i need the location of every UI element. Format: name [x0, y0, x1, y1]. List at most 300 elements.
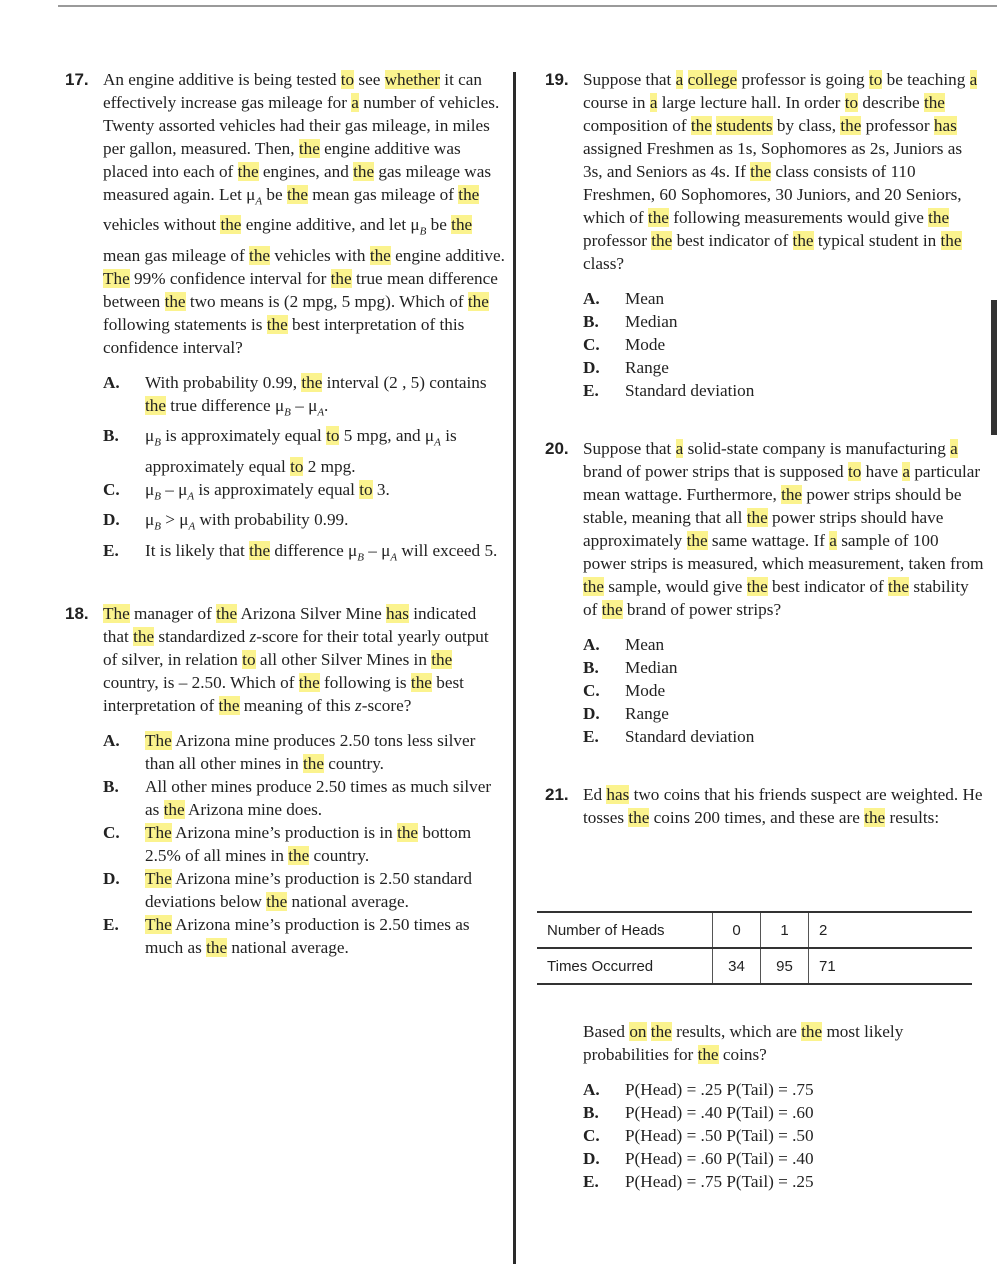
text-run: engine additive, and let μ [241, 215, 420, 235]
text-run: describe [858, 93, 924, 112]
answer-option [103, 539, 505, 569]
option-text [625, 358, 669, 377]
question-number: 19. [545, 70, 569, 89]
text-run: Mode [625, 681, 666, 700]
text-run: indicated that [103, 604, 477, 647]
text-run: Median [625, 658, 678, 677]
highlighted-word: the [133, 627, 155, 647]
question-19 [545, 68, 985, 402]
text-run: best indicator of [767, 577, 889, 596]
text-run: – μ [160, 479, 188, 499]
question-number: 20. [545, 439, 569, 458]
highlighted-word: the [249, 540, 271, 560]
highlighted-word: to [844, 93, 859, 112]
text-run: by class, [772, 116, 841, 135]
question-stem [103, 602, 505, 717]
option-letter: B. [583, 658, 599, 677]
text-run: -score for their total yearly output of silver, in relation [103, 627, 489, 670]
answer-option [583, 1170, 983, 1193]
highlighted-word: the [888, 577, 910, 596]
top-rule [58, 5, 997, 7]
option-text [145, 915, 470, 957]
highlighted-word: to [359, 479, 373, 499]
text-run: is approximately equal [160, 426, 327, 446]
text-run: Mean [625, 289, 665, 308]
text-run: sample, would give [604, 577, 747, 596]
edge-bar [991, 300, 997, 435]
highlighted-word: the [266, 314, 288, 334]
text-run: With probability 0.99, [145, 372, 302, 392]
text-run: μ [145, 426, 155, 446]
text-run: it can effectively increase gas mileage for [103, 70, 482, 112]
option-letter: C. [103, 479, 120, 499]
answer-option [103, 775, 505, 821]
answer-option [103, 729, 505, 775]
highlighted-word: the [686, 531, 708, 550]
highlighted-word: to [242, 650, 256, 670]
option-text [625, 1172, 814, 1191]
answer-option [583, 1147, 983, 1170]
highlighted-word: to [847, 462, 862, 481]
italic-text: z [249, 627, 257, 647]
text-run: -score? [361, 696, 412, 716]
text-run: 3. [372, 479, 390, 499]
text-run: Arizona mine does. [184, 800, 323, 820]
highlighted-word: to [868, 70, 883, 89]
text-run: vehicles without [103, 215, 221, 235]
text-run: power strips should be stable, meaning that all [583, 485, 962, 527]
highlighted-word: the [923, 93, 945, 112]
text-run: manager of [129, 604, 217, 624]
row-label: Number of Heads [537, 912, 713, 948]
text-run: standardized [154, 627, 250, 647]
answer-option [583, 1078, 983, 1101]
text-run: Ed [583, 785, 607, 804]
highlighted-word: whether [384, 70, 440, 89]
option-text [625, 335, 665, 354]
text-run: see [354, 70, 385, 89]
text-run: bottom 2.5% of all mines in [145, 823, 472, 866]
question-stem [583, 68, 985, 275]
highlighted-word: the [369, 245, 391, 265]
text-run: Standard deviation [625, 727, 755, 746]
subscript: B [154, 436, 161, 449]
option-text [145, 823, 471, 865]
text-run: meaning of this [239, 696, 356, 716]
text-run: two means is (2 mpg, 5 mpg). Which of [185, 291, 468, 311]
text-run: difference μ [270, 540, 358, 560]
question-17 [65, 68, 505, 569]
text-run: typical student in [813, 231, 941, 250]
answer-option [103, 508, 505, 538]
highlighted-word: has [386, 604, 409, 624]
option-text [145, 869, 472, 911]
option-text [625, 381, 754, 400]
table-cell: 2 [809, 912, 973, 948]
subscript: B [284, 406, 291, 419]
option-letter: C. [583, 1126, 600, 1145]
highlighted-word: the [467, 291, 489, 311]
text-run: coins? [718, 1045, 767, 1064]
option-text [145, 426, 457, 475]
text-run: Suppose that [583, 439, 676, 458]
text-run: same wattage. If [707, 531, 830, 550]
text-run: will exceed 5. [397, 540, 498, 560]
text-run: 99% confidence interval for [129, 268, 331, 288]
text-run: course in [583, 93, 650, 112]
answer-option [583, 287, 985, 310]
left-column [65, 68, 505, 959]
answer-option [583, 725, 985, 748]
text-run: P(Head) = .40 P(Tail) = .60 [625, 1103, 814, 1122]
answer-option [583, 633, 985, 656]
highlighted-word: the [353, 162, 375, 181]
text-run: is approximately equal [145, 426, 457, 476]
highlighted-word: a [649, 93, 658, 112]
option-text [145, 510, 349, 533]
text-run: All other mines produce 2.50 times as much silver as [145, 777, 492, 820]
followup-text [583, 1020, 983, 1066]
question-stem [583, 437, 985, 621]
option-letter: E. [583, 1172, 599, 1191]
highlighted-word: the [288, 846, 310, 866]
highlighted-word: the [583, 577, 604, 596]
text-run: engine additive was placed into each of [103, 139, 461, 181]
highlighted-word: The [145, 915, 172, 935]
text-run: interval (2 , 5) contains [322, 372, 487, 392]
table-cell: 1 [761, 912, 809, 948]
highlighted-word: the [330, 268, 352, 288]
highlighted-word: the [164, 291, 186, 311]
highlighted-word: the [746, 577, 768, 596]
answer-option [583, 656, 985, 679]
text-run: two coins that his friends suspect are weighted. He tosses [583, 785, 983, 827]
text-run: true mean difference between [103, 268, 498, 311]
text-run: Arizona mine produces 2.50 tons less silver than all other mines in [145, 731, 476, 774]
text-run: professor [583, 231, 652, 250]
text-run: is approximately equal [194, 479, 360, 499]
highlighted-word: on [629, 1022, 647, 1041]
option-text [625, 1126, 814, 1145]
text-run: Arizona Silver Mine [237, 604, 387, 624]
highlighted-word: a [969, 70, 978, 89]
options [583, 633, 985, 748]
option-text [145, 479, 390, 503]
option-text [625, 704, 669, 723]
text-run: Arizona mine’s production is 2.50 times as much as [145, 915, 470, 958]
answer-option [583, 702, 985, 725]
option-text [625, 727, 754, 746]
text-run: professor is going [737, 70, 869, 89]
highlighted-word: college [687, 70, 738, 89]
text-run: mean gas mileage of [307, 185, 459, 204]
highlighted-word: The [103, 268, 130, 288]
option-letter: D. [583, 1149, 600, 1168]
highlighted-word: the [216, 604, 238, 624]
highlighted-word: the [266, 892, 288, 912]
text-run: best interpretation of this confidence interval? [103, 314, 465, 357]
row-label: Times Occurred [537, 948, 713, 984]
text-run: Range [625, 358, 669, 377]
text-run: engine additive. [390, 245, 505, 265]
text-run: class? [583, 254, 625, 273]
highlighted-word: a [351, 93, 359, 112]
subscript: A [187, 490, 195, 503]
highlighted-word: the [651, 231, 673, 250]
options [583, 287, 985, 402]
text-run: all other Silver Mines in [255, 650, 432, 670]
option-letter: D. [583, 358, 600, 377]
text-run: > μ [160, 510, 189, 530]
highlighted-word: the [628, 808, 650, 827]
options [103, 371, 505, 569]
option-letter: E. [103, 915, 119, 935]
subscript: A [390, 551, 398, 564]
highlighted-word: the [303, 754, 324, 774]
text-run: Median [625, 312, 678, 331]
highlighted-word: has [606, 785, 630, 804]
highlighted-word: the [840, 116, 862, 135]
text-run: professor [861, 116, 934, 135]
highlighted-word: the [286, 185, 308, 204]
text-run: gas mileage was measured again. Let μ [103, 162, 492, 204]
highlighted-word: to [340, 70, 355, 89]
highlighted-word: The [145, 823, 172, 843]
text-run: class consists of 110 Freshmen, 60 Sophomores, 30 Juniors, and 20 Seniors, which of [583, 162, 962, 227]
answer-option [583, 679, 985, 702]
text-run: – μ [290, 395, 318, 415]
question-number: 18. [65, 604, 89, 624]
answer-option [583, 1124, 983, 1147]
answer-option [103, 478, 505, 508]
highlighted-word: the [163, 800, 185, 820]
option-text [625, 658, 678, 677]
text-run: coins 200 times, and these are [649, 808, 865, 827]
text-run: number of vehicles. Twenty assorted vehicles had their gas mileage, in miles per gallon, measured. Then, [103, 93, 500, 158]
subscript: B [419, 225, 427, 238]
text-run: best indicator of [672, 231, 793, 250]
options [103, 729, 505, 959]
text-run: national average. [287, 892, 409, 912]
highlighted-word: to [326, 426, 340, 446]
text-run: assigned Freshmen as 1s, Sophomores as 2s, Juniors as 3s, and Seniors as 4s. If [583, 139, 963, 181]
text-run: following measurements would give [668, 208, 929, 227]
option-letter: D. [583, 704, 600, 723]
highlighted-word: the [220, 215, 242, 235]
question-stem [103, 68, 505, 359]
table-cell: 34 [713, 948, 761, 984]
answer-option [583, 379, 985, 402]
option-letter: D. [103, 510, 120, 530]
table-row [537, 948, 972, 984]
highlighted-word: the [249, 245, 271, 265]
text-run: most likely probabilities for [583, 1022, 904, 1064]
option-text [625, 1080, 814, 1099]
text-run: with probability 0.99. [195, 510, 349, 530]
table-cell: 95 [761, 948, 809, 984]
option-letter: A. [103, 731, 120, 751]
italic-text: z [355, 696, 362, 716]
text-run: mean gas mileage of [103, 245, 250, 265]
highlighted-word: to [290, 456, 304, 476]
option-letter: A. [583, 1080, 600, 1099]
highlighted-word: the [298, 139, 320, 158]
highlighted-word: the [458, 185, 480, 204]
text-run: Range [625, 704, 669, 723]
text-run: large lecture hall. In order [657, 93, 845, 112]
question-number: 17. [65, 70, 89, 89]
question-stem [583, 783, 985, 829]
text-run: μ [145, 510, 155, 530]
highlighted-word: the [750, 162, 772, 181]
highlighted-word: the [928, 208, 950, 227]
text-run: P(Head) = .25 P(Tail) = .75 [625, 1080, 814, 1099]
option-text [625, 1103, 814, 1122]
option-text [145, 372, 487, 419]
option-text [625, 312, 678, 331]
subscript: B [357, 551, 364, 564]
text-run: sample of 100 power strips is measured, which measurement, taken from [583, 531, 984, 573]
question-21-followup [583, 1020, 983, 1193]
option-letter: D. [103, 869, 120, 889]
highlighted-word: the [650, 1022, 672, 1041]
question-20 [545, 437, 985, 748]
text-run: P(Head) = .60 P(Tail) = .40 [625, 1149, 814, 1168]
option-letter: A. [583, 289, 600, 308]
highlighted-word: the [301, 372, 323, 392]
text-run: It is likely that [145, 540, 250, 560]
answer-option [103, 424, 505, 477]
text-run: Standard deviation [625, 381, 755, 400]
answer-option [103, 371, 505, 424]
highlighted-word: the [218, 696, 240, 716]
text-run: brand of power strips? [622, 600, 782, 619]
subscript: A [255, 195, 263, 208]
highlighted-word: The [145, 869, 172, 889]
highlighted-word: a [950, 439, 958, 458]
highlighted-word: a [675, 439, 684, 458]
answer-option [103, 867, 505, 913]
answer-option [583, 310, 985, 333]
text-run: country. [324, 754, 384, 774]
text-run: national average. [227, 938, 349, 958]
option-letter: E. [583, 381, 599, 400]
question-21 [545, 783, 985, 829]
text-run: be [262, 185, 287, 204]
text-run: 2 mpg. [303, 456, 356, 476]
option-letter: B. [583, 312, 599, 331]
option-letter: B. [583, 1103, 599, 1122]
subscript: A [317, 406, 325, 419]
text-run: Based [583, 1022, 630, 1041]
highlighted-word: The [145, 731, 172, 751]
highlighted-word: the [864, 808, 886, 827]
answer-option [103, 821, 505, 867]
text-run: . [324, 395, 329, 415]
text-run: stability of [583, 577, 969, 619]
subscript: A [188, 520, 196, 533]
text-run: be teaching [882, 70, 970, 89]
highlighted-word: the [601, 600, 623, 619]
highlighted-word: The [103, 604, 130, 624]
text-run: have [861, 462, 903, 481]
text-run: brand of power strips that is supposed [583, 462, 848, 481]
options [583, 1078, 983, 1193]
highlighted-word: the [237, 162, 259, 181]
option-letter: B. [103, 426, 119, 446]
option-text [625, 681, 665, 700]
option-text [625, 1149, 814, 1168]
answer-option [103, 913, 505, 959]
highlighted-word: a [675, 70, 684, 89]
highlighted-word: the [647, 208, 669, 227]
option-letter: A. [583, 635, 600, 654]
highlighted-word: a [829, 531, 837, 550]
text-run: country, is – 2.50. Which of [103, 673, 299, 693]
text-run: solid-state company is manufacturing [683, 439, 951, 458]
table-row [537, 912, 972, 948]
subscript: B [154, 520, 161, 533]
option-text [625, 289, 664, 308]
text-run: country. [309, 846, 370, 866]
highlighted-word: the [801, 1022, 823, 1041]
highlighted-word: the [697, 1045, 719, 1064]
subscript: A [434, 436, 441, 449]
answer-option [583, 333, 985, 356]
text-run: true difference μ [166, 395, 285, 415]
text-run [683, 70, 687, 89]
option-text [625, 635, 664, 654]
highlighted-word: has [933, 116, 957, 135]
text-run: Arizona mine’s production is 2.50 standard deviations below [145, 869, 472, 912]
text-run: P(Head) = .50 P(Tail) = .50 [625, 1126, 814, 1145]
option-text [145, 540, 498, 564]
right-column [545, 68, 985, 829]
text-run: Suppose that [583, 70, 676, 89]
option-letter: E. [583, 727, 599, 746]
highlighted-word: the [145, 395, 166, 415]
column-divider [513, 72, 516, 1264]
highlighted-word: the [792, 231, 814, 250]
text-run: An engine additive is being tested [103, 70, 341, 89]
question-18 [65, 602, 505, 959]
subscript: B [154, 490, 161, 503]
highlighted-word: the [397, 823, 419, 843]
option-letter: A. [103, 372, 120, 392]
answer-option [583, 1101, 983, 1124]
text-run: following statements is [103, 314, 267, 334]
text-run: vehicles with [270, 245, 370, 265]
text-run: following is [319, 673, 411, 693]
highlighted-word: the [431, 650, 453, 670]
table-cell: 71 [809, 948, 973, 984]
text-run: particular mean wattage. Furthermore, [583, 462, 981, 504]
option-letter: C. [103, 823, 120, 843]
highlighted-word: the [451, 215, 473, 235]
table-cell: 0 [713, 912, 761, 948]
text-run: power strips should have approximately [583, 508, 944, 550]
highlighted-word: the [781, 485, 803, 504]
text-run: best interpretation of [103, 673, 464, 716]
text-run: engines, and [258, 162, 354, 181]
highlighted-word: students [716, 116, 773, 135]
option-letter: B. [103, 777, 119, 797]
answer-option [583, 356, 985, 379]
option-letter: E. [103, 540, 119, 560]
text-run: Mode [625, 335, 666, 354]
highlighted-word: the [410, 673, 432, 693]
highlighted-word: the [298, 673, 320, 693]
